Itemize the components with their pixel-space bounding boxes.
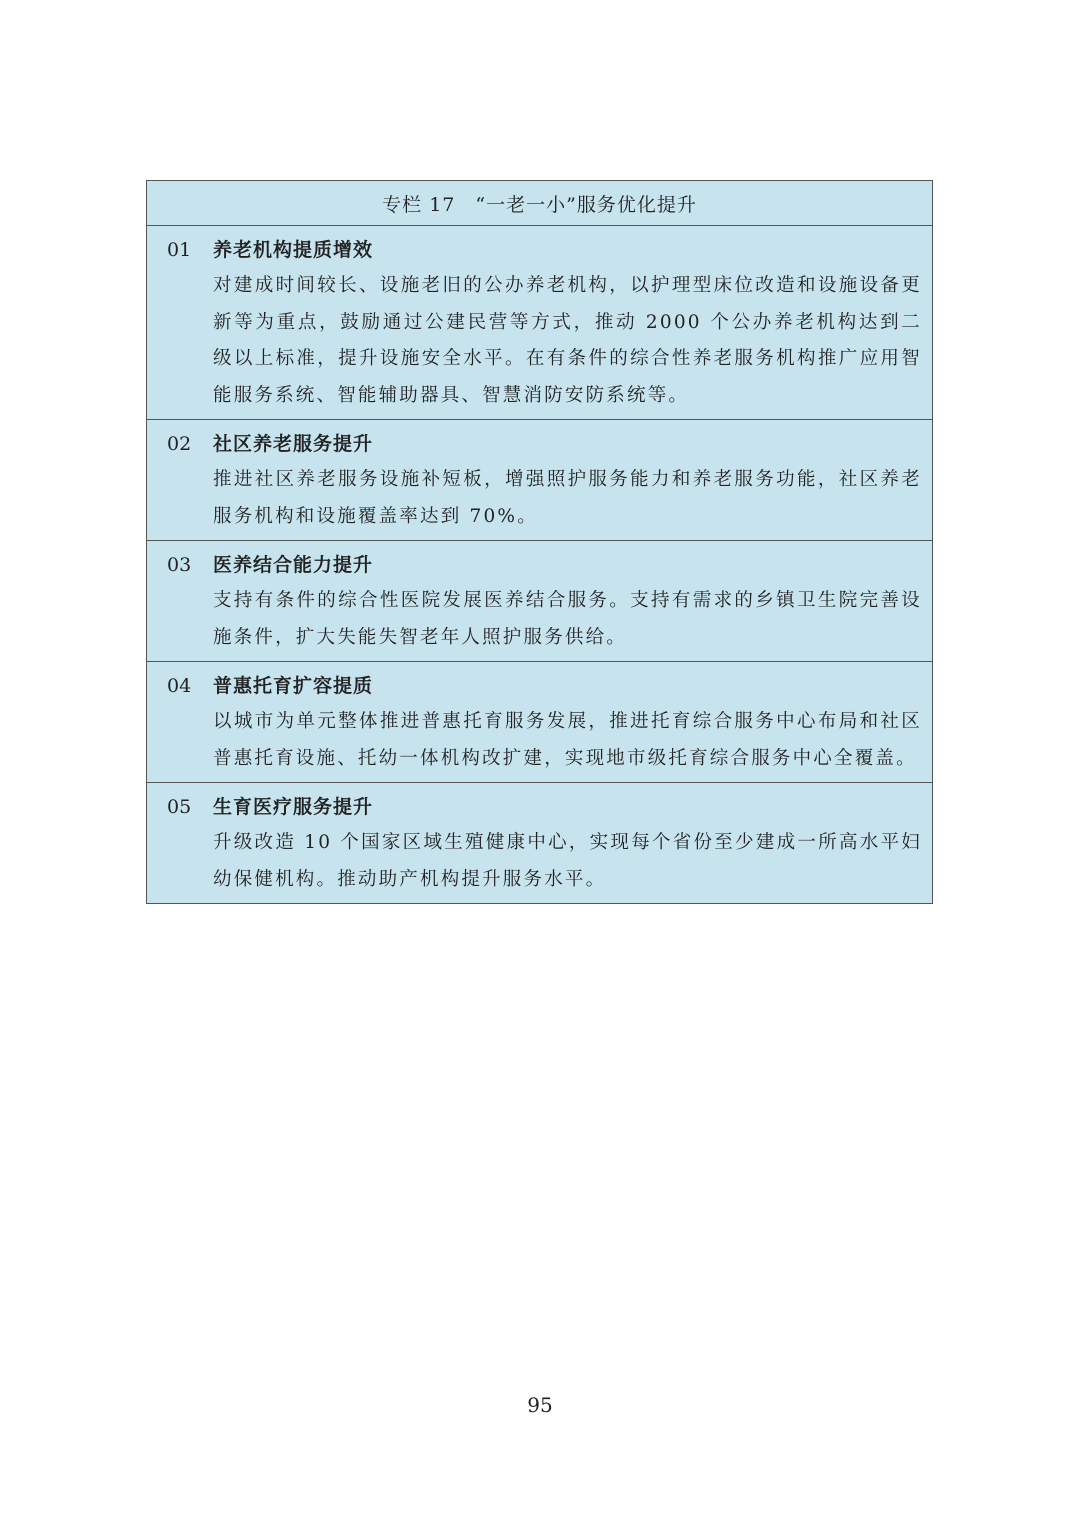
item-title: 社区养老服务提升 (213, 433, 374, 455)
item-title: 养老机构提质增效 (213, 239, 374, 261)
item-body: 以城市为单元整体推进普惠托育服务发展，推进托育综合服务中心布局和社区普惠托育设施、托幼一体机构改扩建，实现地市级托育综合服务中心全覆盖。 (213, 711, 922, 769)
item-number: 01 (167, 239, 192, 261)
item-header (147, 233, 922, 268)
item-title: 医养结合能力提升 (213, 554, 374, 576)
column-item (147, 662, 932, 783)
item-body: 推进社区养老服务设施补短板，增强照护服务能力和养老服务功能，社区养老服务机构和设施覆盖率达到 70%。 (213, 469, 922, 527)
column-item (147, 420, 932, 541)
item-body: 升级改造 10 个国家区域生殖健康中心，实现每个省份至少建成一所高水平妇幼保健机构。推动助产机构提升服务水平。 (213, 832, 922, 890)
column-item (147, 226, 932, 420)
column-item (147, 541, 932, 662)
page-number: 95 (527, 1393, 553, 1417)
item-header (147, 427, 922, 462)
item-body: 对建成时间较长、设施老旧的公办养老机构，以护理型床位改造和设施设备更新等为重点，鼓励通过公建民营等方式，推动 2000 个公办养老机构达到二级以上标准，提升设施安全水平。在有条件的综合性养老服务机构推广应用智能服务系统、智能辅助器具、智慧消防安防系统等。 (213, 275, 922, 406)
item-title: 普惠托育扩容提质 (213, 675, 374, 697)
item-header (147, 790, 922, 825)
column-box (146, 180, 933, 904)
item-body: 支持有条件的综合性医院发展医养结合服务。支持有需求的乡镇卫生院完善设施条件，扩大失能失智老年人照护服务供给。 (213, 590, 922, 648)
column-title: 专栏 17 “一老一小”服务优化提升 (147, 181, 932, 226)
item-number: 03 (167, 554, 192, 576)
item-number: 02 (167, 433, 192, 455)
item-number: 04 (167, 675, 192, 697)
column-item (147, 783, 932, 903)
item-title: 生育医疗服务提升 (213, 796, 374, 818)
item-header (147, 548, 922, 583)
item-header (147, 669, 922, 704)
item-number: 05 (167, 796, 192, 818)
